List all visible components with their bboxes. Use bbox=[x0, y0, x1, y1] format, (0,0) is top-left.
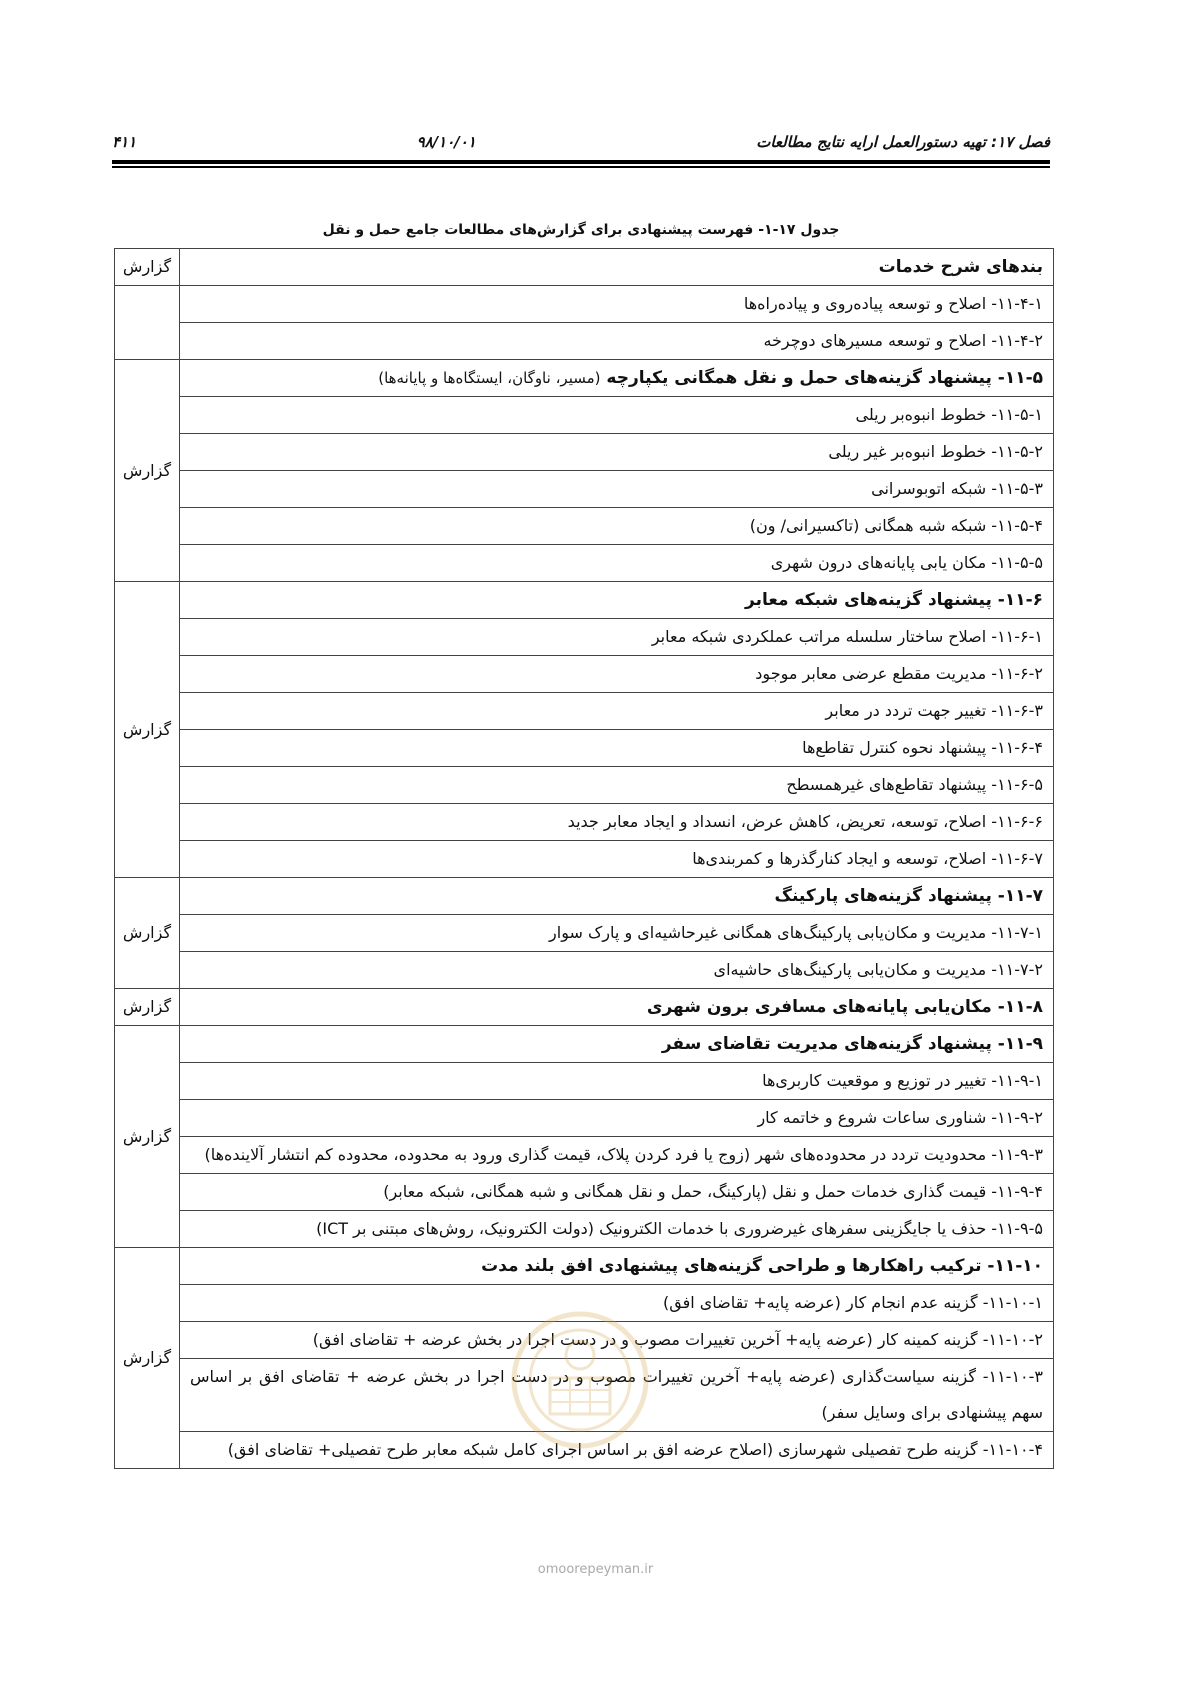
table-row bbox=[115, 1063, 1054, 1100]
table-row bbox=[115, 878, 1054, 915]
table-row bbox=[115, 841, 1054, 878]
table-row bbox=[115, 915, 1054, 952]
header-rule-thick bbox=[112, 160, 1050, 164]
table-row bbox=[115, 434, 1054, 471]
column-header-report: گزارش bbox=[115, 249, 180, 286]
table-row bbox=[115, 804, 1054, 841]
report-cell: گزارش bbox=[115, 1248, 180, 1469]
table-cell: ۱۱-۹-۴- قیمت گذاری خدمات حمل و نقل (پارکینگ، حمل و نقل همگانی و شبه همگانی، شبکه معابر) bbox=[180, 1174, 1054, 1211]
table-row bbox=[115, 471, 1054, 508]
table-row bbox=[115, 989, 1054, 1026]
table-row bbox=[115, 323, 1054, 360]
table-cell: ۱۱-۴-۱- اصلاح و توسعه پیاده‌روی و پیاده‌راه‌ها bbox=[180, 286, 1054, 323]
section-heading: ۱۱-۹- پیشنهاد گزینه‌های مدیریت تقاضای سفر bbox=[180, 1026, 1054, 1063]
table-cell: ۱۱-۵-۳- شبکه اتوبوسرانی bbox=[180, 471, 1054, 508]
website-watermark: omoorepeyman.ir bbox=[537, 1562, 654, 1577]
table-row bbox=[115, 582, 1054, 619]
section-heading bbox=[180, 360, 1054, 397]
table-cell: ۱۱-۱۰-۱- گزینه عدم انجام کار (عرضه پایه+ تقاضای افق) bbox=[180, 1285, 1054, 1322]
table-cell: ۱۱-۱۰-۴- گزینه طرح تفصیلی شهرسازی (اصلاح عرضه افق بر اساس اجرای کامل شبکه معابر طرح تفصیلی+ تقاضای افق) bbox=[180, 1432, 1054, 1469]
table-row bbox=[115, 508, 1054, 545]
table-row bbox=[115, 656, 1054, 693]
services-report-table bbox=[114, 248, 1054, 1469]
table-cell: ۱۱-۹-۲- شناوری ساعات شروع و خاتمه کار bbox=[180, 1100, 1054, 1137]
table-row bbox=[115, 730, 1054, 767]
report-cell: گزارش bbox=[115, 360, 180, 582]
report-cell: گزارش bbox=[115, 1026, 180, 1248]
table-cell: ۱۱-۱۰-۳- گزینه سیاست‌گذاری (عرضه پایه+ آخرین تغییرات مصوب و در دست اجرا در بخش عرضه + تقاضای افق بر اساس سهم پیشنهادی برای وسایل سفر) bbox=[180, 1359, 1054, 1432]
table-cell: ۱۱-۹-۱- تغییر در توزیع و موقعیت کاربری‌ها bbox=[180, 1063, 1054, 1100]
table-row bbox=[115, 360, 1054, 397]
report-cell: گزارش bbox=[115, 582, 180, 878]
table-row bbox=[115, 693, 1054, 730]
table-row bbox=[115, 1211, 1054, 1248]
table-cell: ۱۱-۶-۷- اصلاح، توسعه و ایجاد کنارگذرها و کمربندی‌ها bbox=[180, 841, 1054, 878]
section-heading: ۱۱-۷- پیشنهاد گزینه‌های پارکینگ bbox=[180, 878, 1054, 915]
page-header bbox=[112, 130, 1050, 154]
column-header-items: بندهای شرح خدمات bbox=[180, 249, 1054, 286]
section-heading-note: (مسیر، ناوگان، ایستگاه‌ها و پایانه‌ها) bbox=[378, 369, 601, 387]
table-row bbox=[115, 1026, 1054, 1063]
table-cell: ۱۱-۹-۵- حذف یا جایگزینی سفرهای غیرضروری با خدمات الکترونیک (دولت الکترونیک، روش‌های مبتنی بر ICT) bbox=[180, 1211, 1054, 1248]
watermark-seal-icon bbox=[505, 1300, 655, 1470]
table-cell: ۱۱-۵-۴- شبکه شبه همگانی (تاکسیرانی/ ون) bbox=[180, 508, 1054, 545]
chapter-title: فصل ۱۷: تهیه دستورالعمل ارایه نتایج مطالعات bbox=[756, 133, 1050, 151]
table-cell: ۱۱-۶-۴- پیشنهاد نحوه کنترل تقاطع‌ها bbox=[180, 730, 1054, 767]
table-row bbox=[115, 1137, 1054, 1174]
section-heading: ۱۱-۱۰- ترکیب راهکارها و طراحی گزینه‌های پیشنهادی افق بلند مدت bbox=[180, 1248, 1054, 1285]
table-row bbox=[115, 286, 1054, 323]
table-cell: ۱۱-۶-۱- اصلاح ساختار سلسله مراتب عملکردی شبکه معابر bbox=[180, 619, 1054, 656]
section-heading-text: ۱۱-۵- پیشنهاد گزینه‌های حمل و نقل همگانی یکپارچه bbox=[606, 368, 1043, 388]
table-row bbox=[115, 1174, 1054, 1211]
table-cell: ۱۱-۷-۱- مدیریت و مکان‌یابی پارکینگ‌های همگانی غیرحاشیه‌ای و پارک سوار bbox=[180, 915, 1054, 952]
table-cell: ۱۱-۴-۲- اصلاح و توسعه مسیرهای دوچرخه bbox=[180, 323, 1054, 360]
section-heading: ۱۱-۶- پیشنهاد گزینه‌های شبکه معابر bbox=[180, 582, 1054, 619]
header-rule-thin bbox=[112, 166, 1050, 168]
table-cell: ۱۱-۷-۲- مدیریت و مکان‌یابی پارکینگ‌های حاشیه‌ای bbox=[180, 952, 1054, 989]
table-row bbox=[115, 1248, 1054, 1285]
header-date: ۹۸/۱۰/۰۱ bbox=[416, 133, 476, 151]
report-cell: گزارش bbox=[115, 989, 180, 1026]
table-cell: ۱۱-۶-۶- اصلاح، توسعه، تعریض، کاهش عرض، انسداد و ایجاد معابر جدید bbox=[180, 804, 1054, 841]
table-cell: ۱۱-۹-۳- محدودیت تردد در محدوده‌های شهر (زوج یا فرد کردن پلاک، قیمت گذاری ورود به محدوده، محدوده کم انتشار آلاینده‌ها) bbox=[180, 1137, 1054, 1174]
table-cell: ۱۱-۵-۲- خطوط انبوه‌بر غیر ریلی bbox=[180, 434, 1054, 471]
table-cell: ۱۱-۵-۵- مکان یابی پایانه‌های درون شهری bbox=[180, 545, 1054, 582]
table-cell: ۱۱-۶-۵- پیشنهاد تقاطع‌های غیرهمسطح bbox=[180, 767, 1054, 804]
table-row bbox=[115, 1100, 1054, 1137]
table-row bbox=[115, 619, 1054, 656]
table-header-row bbox=[115, 249, 1054, 286]
table-cell: ۱۱-۵-۱- خطوط انبوه‌بر ریلی bbox=[180, 397, 1054, 434]
table-row bbox=[115, 397, 1054, 434]
report-cell: گزارش bbox=[115, 878, 180, 989]
table-cell: ۱۱-۶-۲- مدیریت مقطع عرضی معابر موجود bbox=[180, 656, 1054, 693]
table-cell: ۱۱-۶-۳- تغییر جهت تردد در معابر bbox=[180, 693, 1054, 730]
report-cell bbox=[115, 286, 180, 360]
section-heading: ۱۱-۸- مکان‌یابی پایانه‌های مسافری برون شهری bbox=[180, 989, 1054, 1026]
page-number: ۴۱۱ bbox=[112, 133, 137, 151]
table-row bbox=[115, 545, 1054, 582]
table-cell: ۱۱-۱۰-۲- گزینه کمینه کار (عرضه پایه+ آخرین تغییرات مصوب و در دست اجرا در بخش عرضه + تقاضای افق) bbox=[180, 1322, 1054, 1359]
table-caption: جدول ۱۷-۱- فهرست پیشنهادی برای گزارش‌های مطالعات جامع حمل و نقل bbox=[322, 222, 840, 238]
table-row bbox=[115, 952, 1054, 989]
table-row bbox=[115, 767, 1054, 804]
